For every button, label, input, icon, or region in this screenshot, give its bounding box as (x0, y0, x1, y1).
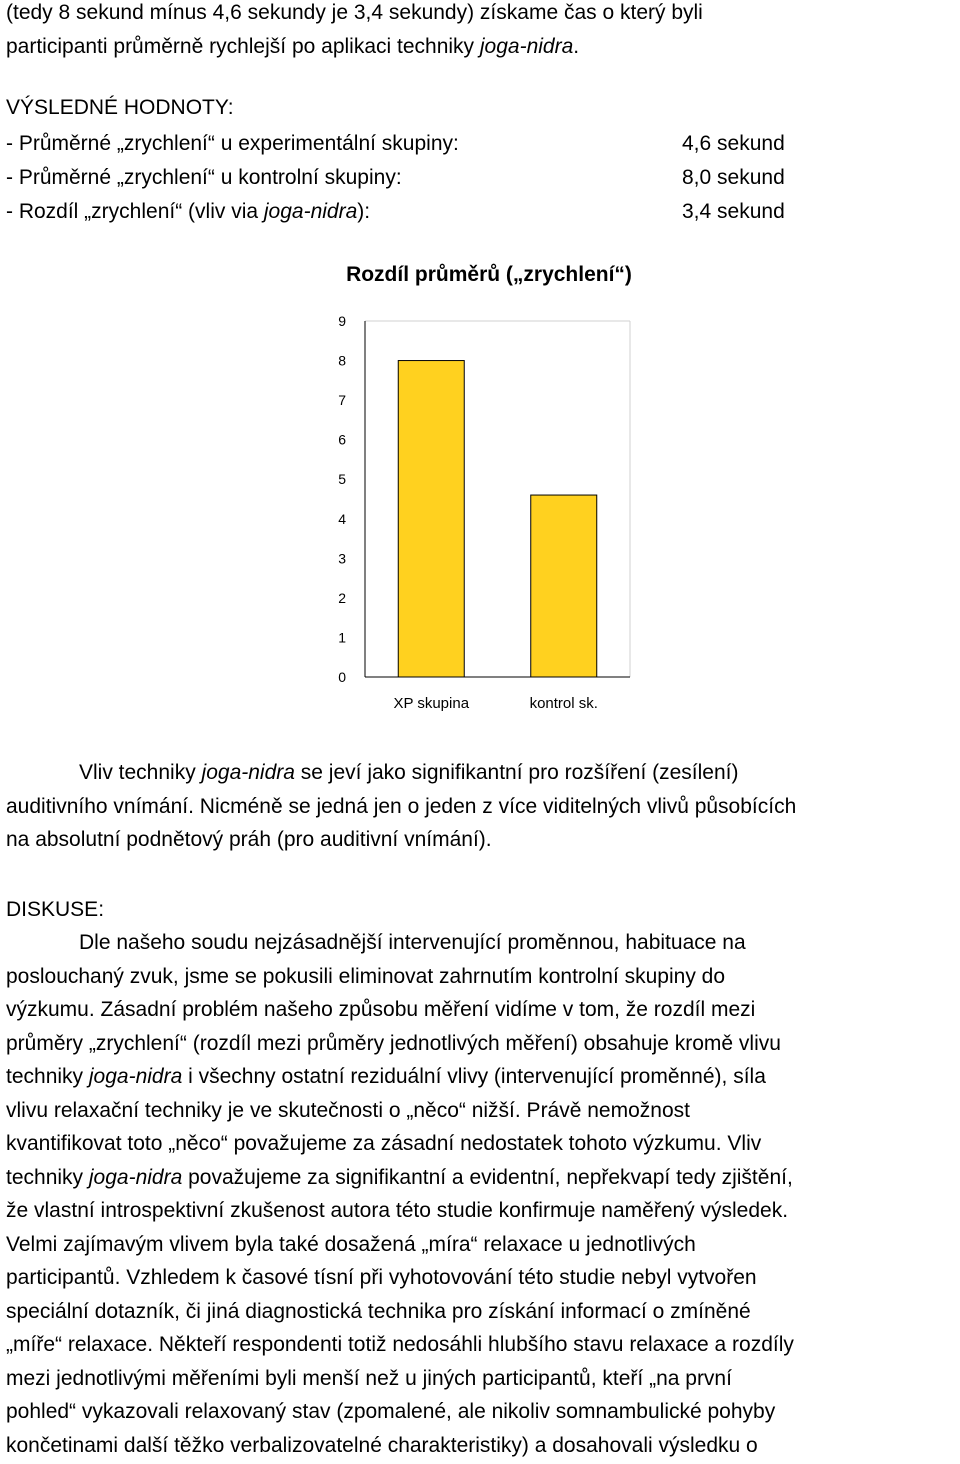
intro-text: . (573, 34, 580, 58)
y-tick-label: 9 (338, 313, 346, 329)
result-label: - Průměrné „zrychlení“ u kontrolní skupiny: (6, 166, 402, 189)
y-tick-label: 8 (338, 352, 346, 369)
conclusion-text: Vliv techniky (79, 761, 202, 784)
chart-title: Rozdíl průměrů („zrychlení“) (346, 263, 632, 286)
y-tick-label: 4 (338, 510, 346, 527)
conclusion-text: se jeví jako signifikantní pro rozšíření (zesílení) (294, 761, 739, 784)
bar-chart (0, 0, 960, 730)
discussion-line: Velmi zajímavým vlivem byla také dosažená „míra“ relaxace u jednotlivých (6, 1232, 696, 1256)
discussion-line: „míře“ relaxace. Někteří respondenti totiž nedosáhli hlubšího stavu relaxace a rozdíly (6, 1333, 794, 1356)
y-tick-label: 5 (338, 471, 346, 488)
result-label-text: ): (357, 200, 371, 223)
discussion-line: že vlastní introspektivní zkušenost autora této studie konfirmuje naměřený výsledek. (6, 1199, 789, 1222)
intro-text: participanti průměrně rychlejší po aplikaci techniky (6, 34, 480, 58)
discussion-line: participantů. Vzhledem k časové tísní při vyhotovování této studie nebyl vytvořen (6, 1266, 757, 1289)
discussion-paragraph (6, 926, 958, 1462)
x-category-label: XP skupina (393, 695, 470, 712)
bar (531, 495, 597, 677)
conclusion-line (6, 756, 958, 790)
discussion-italic-term: joga-nidra (88, 1065, 183, 1088)
x-category-label: kontrol sk. (529, 695, 598, 712)
y-tick-label: 7 (338, 392, 346, 409)
result-value: 3,4 sekund (682, 200, 785, 223)
results-heading-text: VÝSLEDNÉ HODNOTY: (6, 96, 234, 119)
discussion-line: mezi jednotlivými měřeními byli menší než u jiných participantů, kteří „na první (6, 1366, 732, 1390)
y-tick-label: 2 (338, 589, 346, 606)
discussion-text: techniky (6, 1065, 89, 1088)
discussion-line: Dle našeho soudu nejzásadnější intervenující proměnnou, habituace na (79, 931, 746, 954)
y-tick-label: 1 (338, 629, 346, 646)
intro-italic-term: joga-nidra (479, 34, 574, 58)
discussion-text: považujeme za signifikantní a evidentní, nepřekvapí tedy zjištění, (182, 1165, 793, 1189)
discussion-text: techniky (6, 1165, 89, 1189)
bar (398, 361, 464, 677)
discussion-line: pohled“ vykazovali relaxovaný stav (zpomalené, ale nikoliv somnambulické pohyby (6, 1400, 776, 1423)
result-label-text: - Rozdíl „zrychlení“ (vliv via (6, 200, 264, 223)
y-tick-label: 3 (338, 550, 346, 567)
discussion-heading (6, 893, 958, 927)
conclusion-paragraph (6, 756, 958, 857)
discussion-line: končetinami další těžko verbalizovatelné charakteristiky) a dosahovali výsledku o (6, 1433, 758, 1457)
discussion-line: vlivu relaxační techniky je ve skutečnosti o „něco“ nižší. Právě nemožnost (6, 1098, 690, 1122)
discussion-line: poslouchaný zvuk, jsme se pokusili eliminovat zahrnutím kontrolní skupiny do (6, 964, 726, 988)
result-label-italic: joga-nidra (263, 200, 358, 223)
discussion-line (6, 1161, 958, 1195)
discussion-line: výzkumu. Zásadní problém našeho způsobu měření vidíme v tom, že rozdíl mezi (6, 998, 756, 1021)
result-value: 4,6 sekund (682, 132, 785, 155)
y-tick-label: 0 (338, 669, 346, 685)
y-tick-label: 6 (338, 431, 346, 448)
intro-line: (tedy 8 sekund mínus 4,6 sekundy je 3,4 sekundy) získame čas o který byli (6, 1, 703, 24)
discussion-line: průměry „zrychlení“ (rozdíl mezi průměry jednotlivých měření) obsahuje kromě vlivu (6, 1031, 781, 1055)
conclusion-line: na absolutní podnětový práh (pro auditivní vnímání). (6, 828, 492, 851)
discussion-text: i všechny ostatní reziduální vlivy (intervenující proměnné), síla (182, 1065, 766, 1088)
result-value: 8,0 sekund (682, 166, 785, 189)
result-label: - Průměrné „zrychlení“ u experimentální skupiny: (6, 132, 459, 155)
conclusion-line: auditivního vnímání. Nicméně se jedná jen o jeden z více viditelných vlivů působících (6, 794, 797, 818)
conclusion-italic-term: joga-nidra (201, 761, 295, 784)
discussion-line: speciální dotazník, či jiná diagnostická technika pro získání informací o zmíněné (6, 1299, 751, 1323)
discussion-line (6, 1060, 958, 1094)
discussion-heading-text: DISKUSE: (6, 898, 105, 921)
discussion-line: kvantifikovat toto „něco“ považujeme za zásadní nedostatek tohoto výzkumu. Vliv (6, 1132, 762, 1155)
discussion-italic-term: joga-nidra (88, 1165, 183, 1189)
